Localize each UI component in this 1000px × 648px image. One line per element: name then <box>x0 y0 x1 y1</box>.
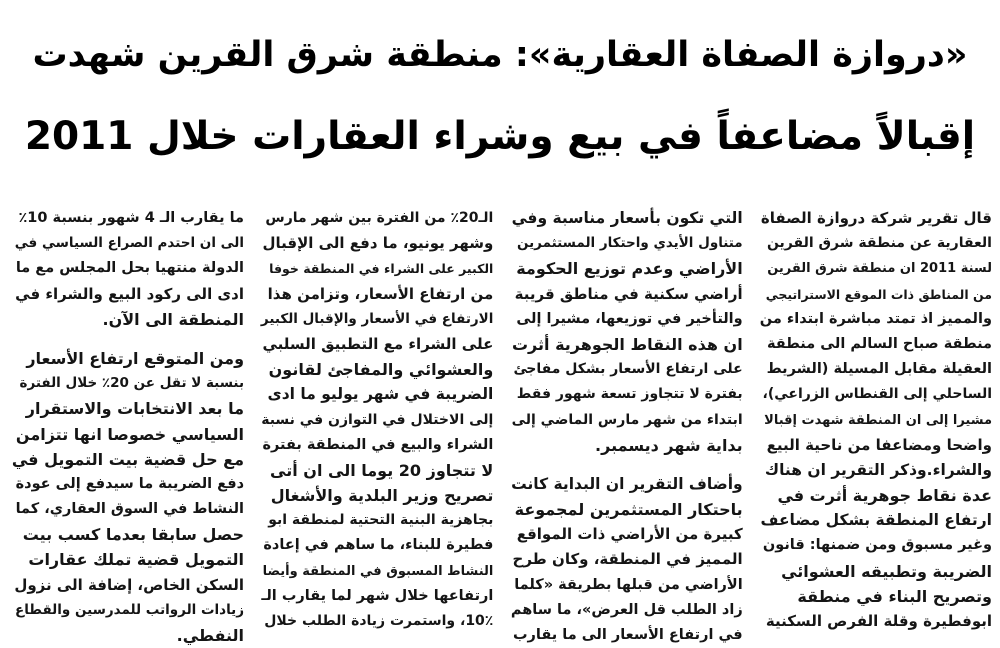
text-line: ادى الى ركود البيع والشراء في <box>15 284 245 303</box>
text-line: الأراضي وعدم توزيع الحكومة <box>516 259 743 279</box>
article-headline <box>20 14 980 182</box>
text-line: دفع الضريبة ما سيدفع إلى عودة <box>15 475 245 492</box>
text-line: ومن المتوقع ارتفاع الأسعار <box>26 348 245 368</box>
text-line: الـ20٪ من الفترة بين شهر مارس <box>265 210 494 226</box>
text-line: ارتفاعها خلال شهر لما يقارب الـ <box>261 587 494 604</box>
text-line: ان هذه النقاط الجوهرية أثرت <box>511 334 743 354</box>
text-line: الضريبة في شهر يوليو ما ادى <box>267 385 494 404</box>
text-line: النشاط المسبوق في المنطقة وأيضا <box>262 563 494 579</box>
text-line: السياسي خصوصا انها تتزامن <box>15 424 245 444</box>
text-line: الارتفاع في الأسعار والإقبال الكبير <box>260 310 494 327</box>
text-line: بنسبة لا تقل عن 20٪ خلال الفترة <box>19 375 245 392</box>
text-line: بداية شهر ديسمبر. <box>595 435 743 455</box>
text-line: التمويل قضية تملك عقارات <box>28 550 245 570</box>
text-line: ابتداء من شهر مارس الماضي إلى <box>511 411 743 428</box>
text-line: والشراء.وذكر التقرير ان هناك <box>764 460 992 479</box>
text-line: ما يقارب الـ 4 شهور بنسبة 10٪ <box>18 210 245 226</box>
text-line: زاد الطلب قل العرض»، ما ساهم <box>510 601 743 618</box>
text-line: النشاط في السوق العقاري، كما <box>15 501 245 518</box>
text-line: بفترة لا تتجاوز تسعة شهور فقط <box>516 386 743 403</box>
text-line: والمميز اذ تمتد مباشرة ابتداء من <box>759 310 992 327</box>
text-line: من المناطق ذات الموقع الاستراتيجي <box>765 286 992 302</box>
headline-line-1: «دروازة الصفاة العقارية»: منطقة شرق القرين شهدت <box>32 35 968 75</box>
text-line: العقارية عن منطقة شرق القرين <box>766 235 992 252</box>
text-line: النفطي. <box>176 626 245 645</box>
text-line: والعشوائي والمفاجئ لقانون <box>268 360 494 380</box>
paragraph-gap <box>511 458 743 472</box>
text-line: منطقة صباح السالم الى منطقة <box>766 335 992 352</box>
text-line: الى ان احتدم الصراع السياسي في <box>14 235 245 252</box>
text-line: على الشراء مع التطبيق السلبي <box>262 334 494 353</box>
text-line: وشهر يونيو، ما دفع الى الإقبال <box>262 234 494 253</box>
text-line: المميز في المنطقة، وكان طرح <box>512 550 743 569</box>
text-line: في ارتفاع الأسعار الى ما يقارب <box>512 627 743 643</box>
text-line: بجاهزية البنية التحتية لمنطقة ابو <box>268 512 494 529</box>
text-line: والتأخير في توزيعها، مشيرا إلى <box>516 310 743 327</box>
text-line: باحتكار المستثمرين لمجموعة <box>514 500 743 520</box>
text-line: تصريح وزير البلدية والأشغال <box>270 486 494 506</box>
text-line: مع حل قضية بيت التمويل في <box>11 449 245 469</box>
text-line: وأضاف التقرير ان البداية كانت <box>511 474 743 493</box>
text-line: عدة نقاط جوهرية أثرت في <box>777 486 992 506</box>
text-line: المنطقة الى الآن. <box>102 309 245 329</box>
text-line: على ارتفاع الأسعار بشكل مفاجئ <box>513 361 743 378</box>
text-line: متناول الأيدي واحتكار المستثمرين <box>516 235 743 252</box>
text-line: ارتفاع المنطقة بشكل مضاعف <box>760 511 992 530</box>
text-line: العقيلة مقابل المسيلة (الشريط <box>766 361 992 378</box>
text-line: وغير مسبوق ومن ضمنها: قانون <box>762 537 992 554</box>
headline-line-2: إقبالاً مضاعفاً في بيع وشراء العقارات خلال 2011 <box>24 114 976 159</box>
text-column-2 <box>510 206 743 643</box>
text-line: زيادات الرواتب للمدرسين والقطاع <box>15 601 245 618</box>
text-line: حصل سابقا بعدما كسب بيت <box>22 525 245 545</box>
text-line: لسنة 2011 ان منطقة شرق القرين <box>767 261 992 277</box>
text-column-1 <box>759 206 992 630</box>
text-line: من ارتفاع الأسعار، وتزامن هذا <box>267 284 494 303</box>
text-column-3 <box>260 206 494 629</box>
text-line: إلى الاختلال في التوازن في نسبة <box>261 411 494 428</box>
article-body <box>11 206 992 645</box>
text-line: كبيرة من الأراضي ذات المواقع <box>516 525 743 544</box>
text-line: الشراء والبيع في المنطقة بفترة <box>262 436 494 453</box>
text-line: 10٪، واستمرت زيادة الطلب خلال <box>264 613 494 629</box>
text-line: التي تكون بأسعار مناسبة وفي <box>511 209 743 227</box>
text-line: السكن الخاص، إضافة الى نزول <box>14 575 245 594</box>
paragraph-gap <box>12 332 244 346</box>
text-line: فطيرة للبناء، ما ساهم في إعادة <box>263 537 494 554</box>
text-line: ما بعد الانتخابات والاستقرار <box>25 399 245 419</box>
text-line: الأراضي من قبلها بطريقة «كلما <box>514 576 743 593</box>
text-column-4 <box>11 206 245 645</box>
text-line: قال تقرير شركة دروازة الصفاة <box>760 209 992 227</box>
text-line: الضريبة وتطبيقه العشوائي <box>781 561 992 581</box>
text-line: الساحلي إلى القنطاس الزراعي)، <box>762 386 992 403</box>
text-line: وتصريح البناء في منطقة <box>797 586 992 606</box>
text-line: ابوفطيرة وقلة الفرص السكنية <box>765 612 992 630</box>
text-line: أراضي سكنية في مناطق قريبة <box>514 284 743 303</box>
text-line: الكبير على الشراء في المنطقة خوفا <box>269 261 494 277</box>
text-line: مشيرا إلى ان المنطقة شهدت إقبالا <box>764 412 992 428</box>
text-line: واضحا ومضاعفا من ناحية البيع <box>766 435 992 454</box>
text-line: لا تتجاوز 20 يوما الى ان أتى <box>270 460 494 480</box>
text-line: الدولة منتهيا بحل المجلس مع ما <box>15 260 245 277</box>
